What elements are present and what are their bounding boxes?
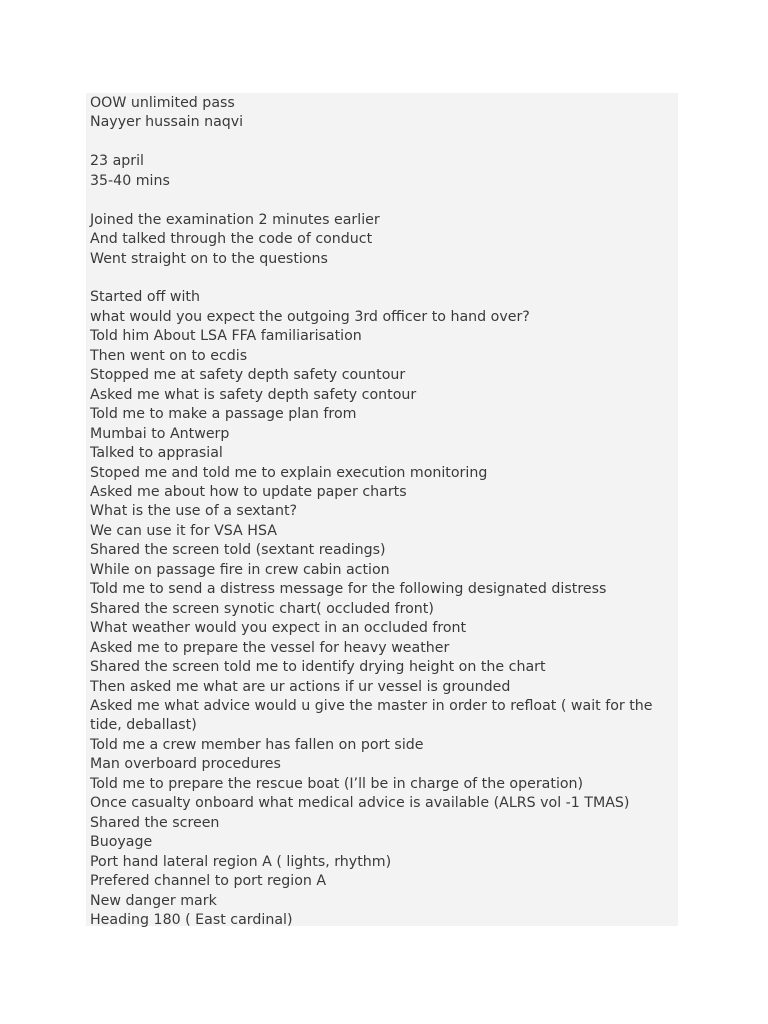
text-line: We can use it for VSA HSA bbox=[90, 522, 277, 539]
text-line: Port hand lateral region A ( lights, rhythm) bbox=[90, 853, 392, 870]
text-line: Started off with bbox=[90, 289, 200, 306]
text-line: Told him About LSA FFA familiarisation bbox=[90, 328, 362, 345]
text-line: Stopped me at safety depth safety countour bbox=[90, 367, 406, 384]
text-line: Asked me about how to update paper charts bbox=[90, 484, 407, 501]
text-line: What weather would you expect in an occluded front bbox=[90, 620, 467, 637]
text-line: Told me to prepare the rescue boat (I’ll be in charge of the operation) bbox=[90, 775, 584, 792]
text-line: What is the use of a sextant? bbox=[90, 503, 298, 520]
text-line: While on passage fire in crew cabin action bbox=[90, 561, 390, 578]
text-line: Asked me what advice would u give the master in order to refloat ( wait for the tide, deballast) bbox=[90, 698, 653, 734]
text-line: Asked me to prepare the vessel for heavy weather bbox=[90, 639, 450, 656]
text-line: Shared the screen bbox=[90, 814, 220, 831]
text-line: Once casualty onboard what medical advice is available (ALRS vol -1 TMAS) bbox=[90, 795, 630, 812]
text-line: 23 april bbox=[90, 153, 144, 170]
text-line: Prefered channel to port region A bbox=[90, 873, 327, 890]
text-line: Shared the screen told (sextant readings) bbox=[90, 542, 386, 559]
text-line: Shared the screen synotic chart( occluded front) bbox=[90, 600, 434, 617]
text-line: Then asked me what are ur actions if ur vessel is grounded bbox=[90, 678, 511, 695]
text-line: Asked me what is safety depth safety contour bbox=[90, 386, 417, 403]
note-text bbox=[90, 94, 668, 930]
text-line: Man overboard procedures bbox=[90, 756, 281, 773]
text-line: Joined the examination 2 minutes earlier bbox=[90, 211, 380, 228]
blank-line bbox=[90, 191, 668, 210]
text-line: Told me a crew member has fallen on port side bbox=[90, 736, 424, 753]
text-line: New danger mark bbox=[90, 892, 217, 909]
text-line: Shared the screen told me to identify drying height on the chart bbox=[90, 659, 546, 676]
text-line: Mumbai to Antwerp bbox=[90, 425, 230, 442]
text-line: Stoped me and told me to explain execution monitoring bbox=[90, 464, 488, 481]
text-line: Buoyage bbox=[90, 834, 153, 851]
text-line: Talked to apprasial bbox=[90, 445, 223, 462]
blank-line bbox=[90, 133, 668, 152]
note-panel bbox=[86, 93, 678, 926]
blank-line bbox=[90, 269, 668, 288]
text-line: what would you expect the outgoing 3rd officer to hand over? bbox=[90, 308, 530, 325]
text-line: OOW unlimited pass bbox=[90, 95, 235, 111]
text-line: Then went on to ecdis bbox=[90, 347, 248, 364]
text-line: And talked through the code of conduct bbox=[90, 231, 373, 248]
text-line: Told me to make a passage plan from bbox=[90, 406, 357, 423]
text-line: Went straight on to the questions bbox=[90, 250, 328, 267]
text-line: Told me to send a distress message for the following designated distress bbox=[90, 581, 607, 598]
text-line: Heading 180 ( East cardinal) bbox=[90, 911, 293, 928]
text-line: 35-40 mins bbox=[90, 172, 170, 189]
text-line: Nayyer hussain naqvi bbox=[90, 114, 244, 131]
